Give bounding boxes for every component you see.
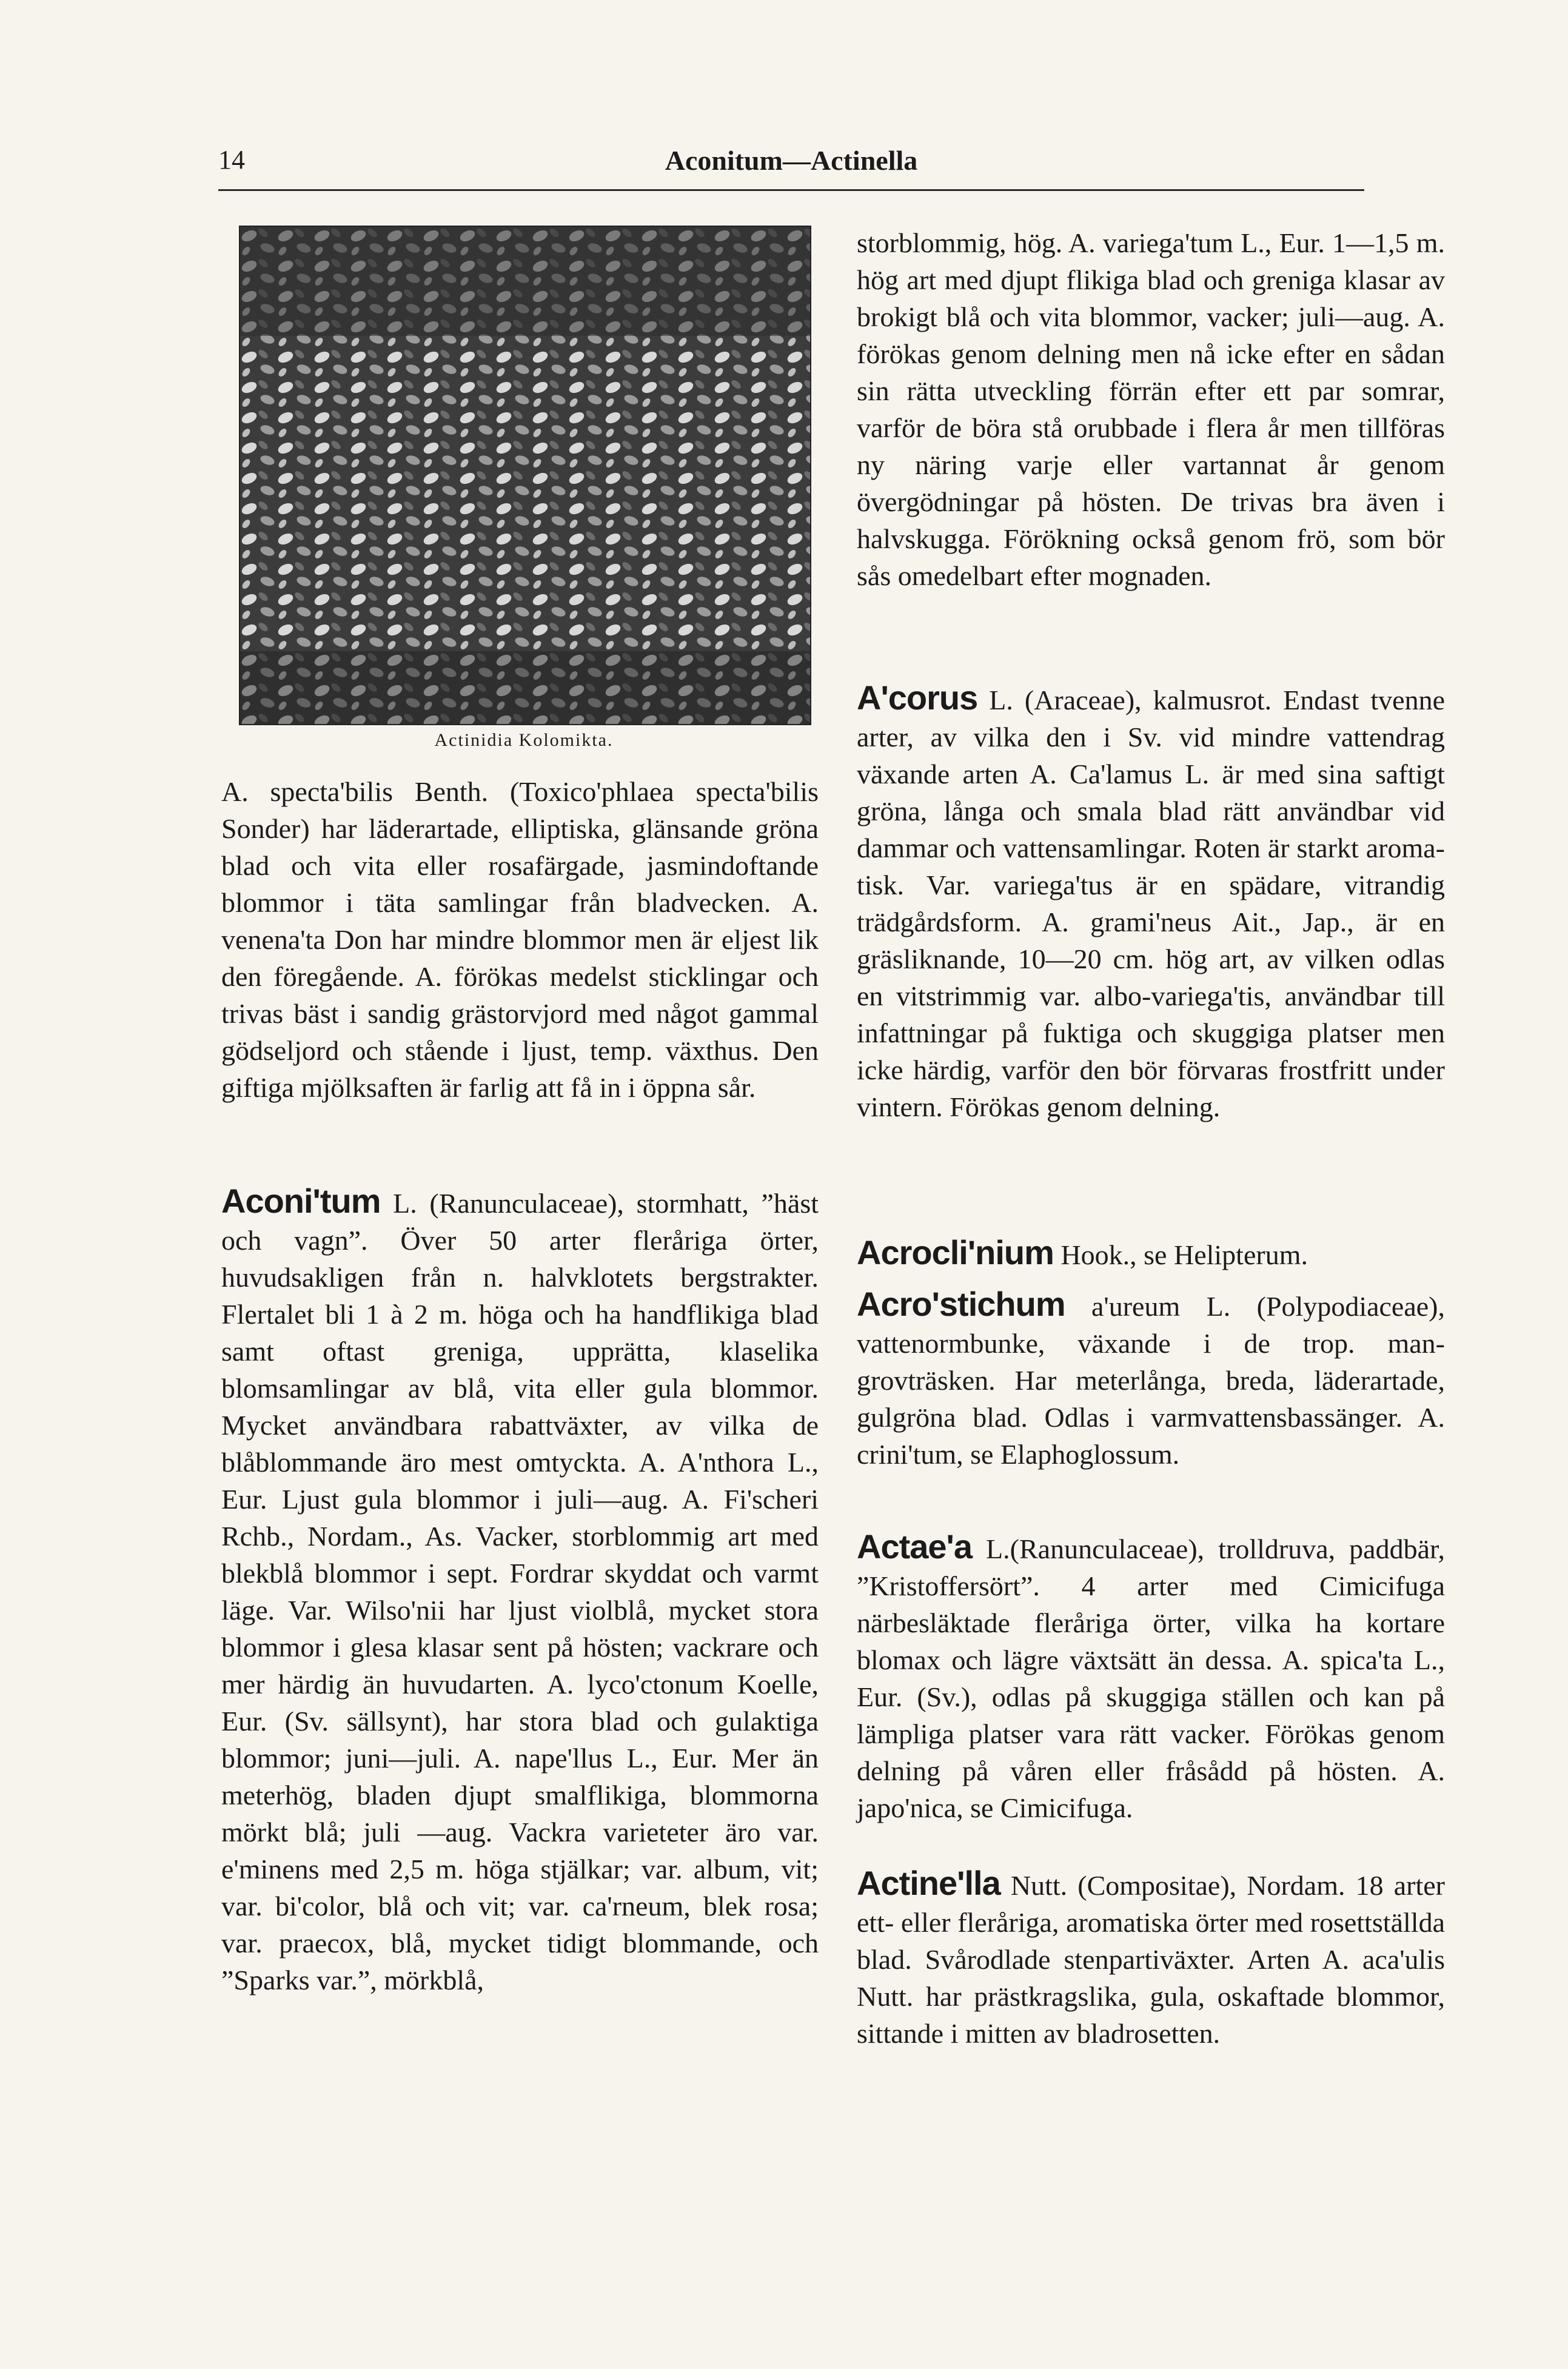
entry-text <box>857 679 1445 1125</box>
entry-text: A. specta'bilis Benth. (Toxico'phlaea specta'bilis Sonder) har läderartade, elliptiska, glänsande gröna blad och vita eller rosafärgade, jasmindoftande blommor i täta samlingar från bladvecken. A. venena'ta Don har mindre blommor men är eljest lik den föregående. A. förökas medelst sticklingar och trivas bäst i sandig grästorvjord med något gammal gödseljord och stående i ljust, temp. växthus. Den giftiga mjölksaften är farlig att få in i öppna sår. <box>221 776 819 1103</box>
entry-acronychia-spectabilis <box>221 773 819 1106</box>
entry-text <box>857 1285 1445 1473</box>
headword: Actae'a <box>857 1527 972 1566</box>
entry-acroclinium <box>857 1234 1445 1273</box>
headword: Actine'lla <box>857 1864 1000 1902</box>
entry-body: L.(Ranunculaceae), trolldruva, paddbär, ”Kristoffersört”. 4 arter med Cimicifuga närbesläktade fleråriga örter, vilka ha kortare blomax och lägre växtsätt än dessa. A. spica'ta L., Eur. (Sv.), odlas på skuggiga ställen och kan på lämpliga platser vara rätt vacker. Förökas genom delning på våren eller fråsådd på hösten. A. japo'nica, se Cimicifuga. <box>857 1533 1445 1823</box>
entry-text <box>857 1528 1445 1826</box>
entry-body: Nutt. (Compositae), Nordam. 18 arter ett- eller fleråriga, aromatiska örter med rosettställda blad. Svårodlade stenpartiväxter. Arten A. aca'ulis Nutt. har prästkragslika, gula, oskaftade blommor, sittande i mitten av bladrosetten. <box>857 1870 1445 2049</box>
entry-text <box>221 1182 819 1999</box>
entry-text: storblommig, hög. A. variega'tum L., Eur. 1—1,5 m. hög art med djupt flikiga blad och greniga klasar av brokigt blå och vita blommor, vacker; juli—aug. A. förökas genom delning men nå icke efter en sådan sin rätta utveckling förrän efter ett par somrar, varför de böra stå orubbade i flera år men tillföras ny näring varje eller vartannat år genom övergödningar på hösten. De trivas bra även i halvskugga. Förökning också genom frö, som bör sås omedelbart efter mognaden. <box>857 227 1445 591</box>
entry-body: a'ureum L. (Polypodiaceae), vattenormbunke, växande i de trop. mangrovträsken. Har meterlånga, breda, läderartade, gulgröna blad. Odlas i varmvattensbassänger. A. crini'tum, se Elaphoglossum. <box>857 1291 1445 1470</box>
entry-body: L. (Araceae), kalmusrot. Endast tvenne arter, av vilka den i Sv. vid mindre vattendrag växande arten A. Ca'lamus L. är med sina saftigt gröna, långa och smala blad rätt användbar vid dammar och vattensamlingar. Roten är starkt aromatisk. Var. variega'tus är en spädare, vitrandig trädgårdsform. A. grami'neus Ait., Jap., är en gräsliknande, 10—20 cm. hög art, av vilken odlas en vitstrimmig var. albo-variega'tis, användbar till infattningar på fuktiga och skuggiga platser men icke härdig, varför den bör förvaras frostfritt under vintern. Förökas genom delning. <box>857 685 1445 1122</box>
entry-aconitum-continued <box>857 224 1445 594</box>
headword: A'corus <box>857 679 978 717</box>
entry-acrostichum <box>857 1285 1445 1473</box>
headword: Aconi'tum <box>221 1182 381 1220</box>
entry-text <box>857 1865 1445 2052</box>
entry-aconitum <box>221 1182 819 1999</box>
header-rule <box>218 189 1364 191</box>
entry-actinella <box>857 1865 1445 2052</box>
headword: Acro'stichum <box>857 1285 1065 1323</box>
entry-text <box>857 1234 1445 1273</box>
page-number: 14 <box>218 145 245 175</box>
plant-photo <box>239 226 811 725</box>
running-head: Aconitum—Actinella <box>665 145 918 176</box>
entry-body: Hook., se Helipterum. <box>1053 1239 1308 1270</box>
photo-caption: Actinidia Kolomikta. <box>434 730 614 750</box>
headword: Acrocli'nium <box>857 1233 1054 1272</box>
entry-body: L. (Ranunculaceae), stormhatt, ”häst och vagn”. Över 50 arter fleråriga örter, huvudsakligen från n. halvklotets bergstrakter. Flertalet bli 1 à 2 m. höga och ha handflikiga blad samt oftast greniga, upprätta, klaselika blomsamlingar av blå, vita eller gula blommor. Mycket användbara rabattväxter, av vilka de blåblommande äro mest omtyckta. A. A'nthora L., Eur. Ljust gula blommor i juli—aug. A. Fi'scheri Rchb., Nordam., As. Vacker, storblommig art med blekblå blommor i sept. Fordrar skyddat och varmt läge. Var. Wilso'nii har ljust violblå, mycket stora blommor i glesa klasar sent på hösten; vackrare och mer härdig än huvudarten. A. lyco'ctonum Koelle, Eur. (Sv. sällsynt), har stora blad och gulaktiga blommor; juni—juli. A. nape'llus L., Eur. Mer än meterhög, bladen djupt smalflikiga, blommorna mörkt blå; juli —aug. Vackra varieteter äro var. e'minens med 2,5 m. höga stjälkar; var. album, vit; var. bi'color, blå och vit; var. ca'rneum, blek rosa; var. praecox, blå, mycket tidigt blommande, och ”Sparks var.”, mörkblå, <box>221 1188 819 1995</box>
entry-acorus <box>857 679 1445 1125</box>
page-header <box>218 144 1364 187</box>
entry-actaea <box>857 1528 1445 1826</box>
